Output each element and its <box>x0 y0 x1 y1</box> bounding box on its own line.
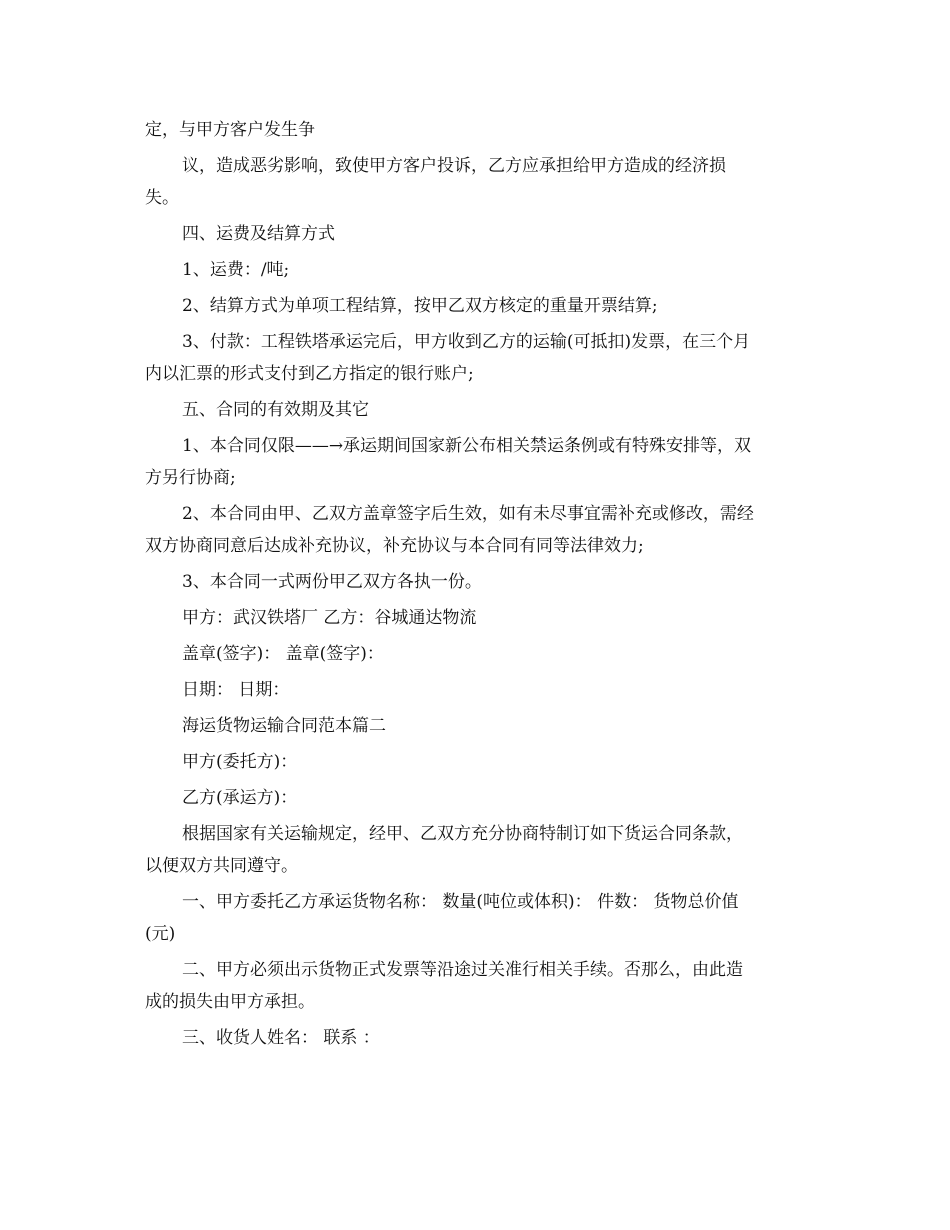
paragraph-line: 2、结算方式为单项工程结算，按甲乙双方核定的重量开票结算; <box>182 296 658 316</box>
paragraph-line: 内以汇票的形式支付到乙方指定的银行账户; <box>145 364 474 384</box>
section-heading: 四、运费及结算方式 <box>182 224 335 244</box>
paragraph-line: 议，造成恶劣影响，致使甲方客户投诉，乙方应承担给甲方造成的经济损 <box>182 156 726 176</box>
paragraph-line: 一、甲方委托乙方承运货物名称： 数量(吨位或体积)： 件数： 货物总价值 <box>182 892 739 912</box>
paragraph-line: 根据国家有关运输规定，经甲、乙双方充分协商特制订如下货运合同条款， <box>182 824 743 844</box>
paragraph-line: 方另行协商; <box>145 468 236 488</box>
paragraph-line: (元) <box>145 924 176 944</box>
signature-seal: 盖章(签字)： 盖章(签字)： <box>182 644 384 664</box>
paragraph-line: 1、运费：/吨; <box>182 260 290 280</box>
paragraph-line: 3、本合同一式两份甲乙双方各执一份。 <box>182 572 482 592</box>
paragraph-line: 双方协商同意后达成补充协议，补充协议与本合同有同等法律效力; <box>145 536 644 556</box>
paragraph-line: 定，与甲方客户发生争 <box>145 120 315 140</box>
signature-parties: 甲方：武汉铁塔厂 乙方：谷城通达物流 <box>182 608 477 628</box>
paragraph-line: 二、甲方必须出示货物正式发票等沿途过关准行相关手续。否那么，由此造 <box>182 960 743 980</box>
paragraph-line: 失。 <box>145 188 179 208</box>
section-heading: 五、合同的有效期及其它 <box>182 400 369 420</box>
paragraph-line: 1、本合同仅限——→承运期间国家新公布相关禁运条例或有特殊安排等，双 <box>182 436 752 456</box>
paragraph-line: 三、收货人姓名： 联系 ： <box>182 1028 380 1048</box>
party-a-field: 甲方(委托方)： <box>182 752 298 772</box>
paragraph-line: 2、本合同由甲、乙双方盖章签字后生效，如有未尽事宜需补充或修改，需经 <box>182 504 754 524</box>
party-b-field: 乙方(承运方)： <box>182 788 298 808</box>
document-body <box>145 114 810 1058</box>
paragraph-line: 3、付款：工程铁塔承运完后，甲方收到乙方的运输(可抵扣)发票，在三个月 <box>182 332 751 352</box>
paragraph-line: 成的损失由甲方承担。 <box>145 992 315 1012</box>
document-title: 海运货物运输合同范本篇二 <box>182 716 386 736</box>
paragraph-line: 以便双方共同遵守。 <box>145 856 298 876</box>
signature-date: 日期： 日期： <box>182 680 290 700</box>
